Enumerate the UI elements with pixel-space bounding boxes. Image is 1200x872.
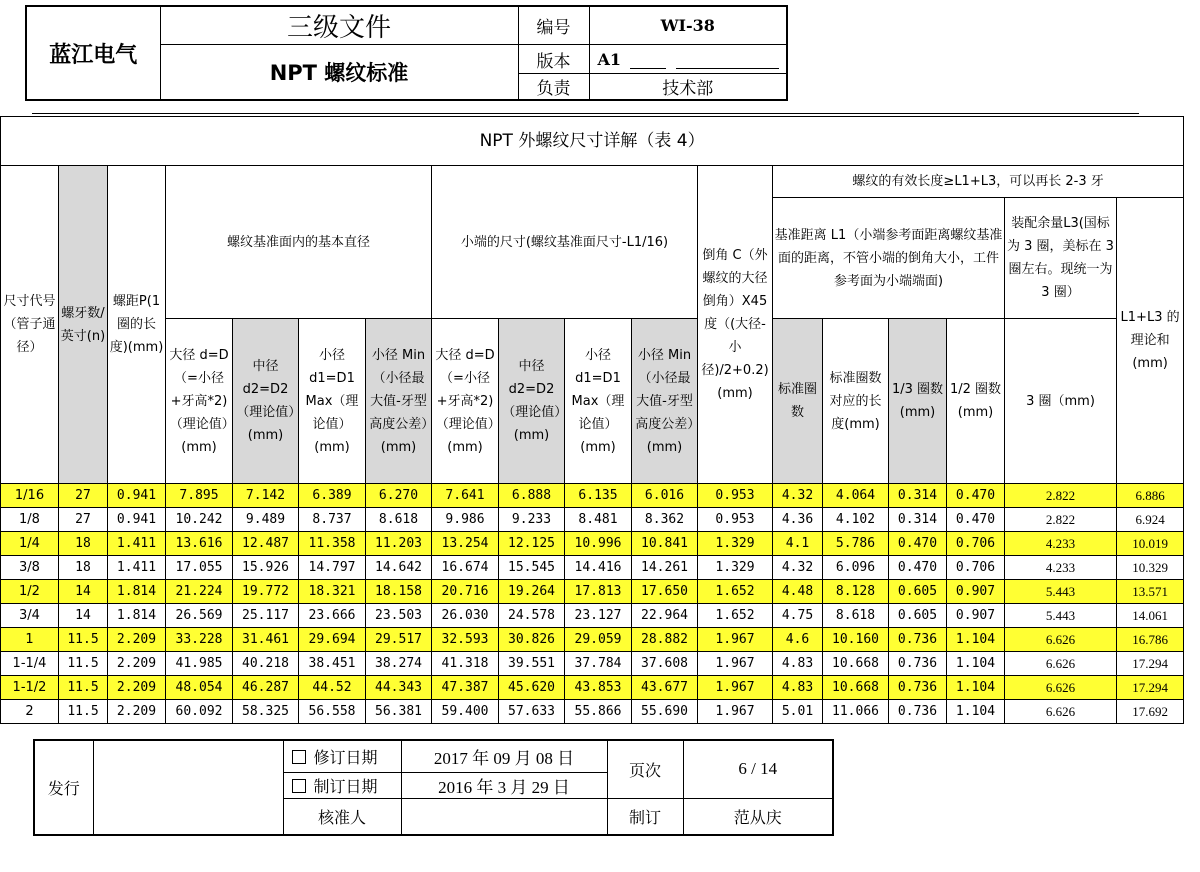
table-row — [1, 676, 1184, 700]
cell-b-minmin: 38.274 — [366, 652, 432, 676]
cell-l3: 5.443 — [1005, 604, 1117, 628]
col-small-minor-max: 小径 d1=D1 Max（理论值）(mm) — [565, 319, 632, 484]
cell-tpi: 11.5 — [59, 652, 108, 676]
cell-b-minmax: 44.52 — [299, 676, 366, 700]
cell-size: 1/8 — [1, 508, 59, 532]
cell-size: 1-1/4 — [1, 652, 59, 676]
cell-third: 0.736 — [889, 628, 947, 652]
cell-s-pitch: 9.233 — [499, 508, 565, 532]
cell-s-minmax: 43.853 — [565, 676, 632, 700]
cell-b-minmax: 11.358 — [299, 532, 366, 556]
document-level: 三级文件 — [160, 6, 518, 45]
cell-turns: 4.83 — [773, 676, 823, 700]
col-chamfer: 倒角 C（外螺纹的大径倒角）X45 度（(大径-小径)/2+0.2)(mm) — [698, 166, 773, 484]
cell-third: 0.736 — [889, 652, 947, 676]
cell-len: 5.786 — [823, 532, 889, 556]
checkbox-icon[interactable] — [292, 779, 306, 793]
cell-s-minmin: 28.882 — [632, 628, 698, 652]
cell-len: 10.160 — [823, 628, 889, 652]
cell-turns: 5.01 — [773, 700, 823, 724]
create-date-value: 2016 年 3 月 29 日 — [401, 772, 607, 798]
cell-turns: 4.32 — [773, 484, 823, 508]
cell-turns: 4.36 — [773, 508, 823, 532]
company-name: 蓝江电气 — [26, 6, 160, 100]
cell-s-major: 59.400 — [432, 700, 499, 724]
cell-chamfer: 1.967 — [698, 700, 773, 724]
author-value: 范从庆 — [683, 798, 833, 835]
cell-size: 1/16 — [1, 484, 59, 508]
col-basic-major: 大径 d=D（=小径+牙高*2)（理论值）(mm) — [166, 319, 233, 484]
cell-half: 1.104 — [947, 700, 1005, 724]
cell-s-minmin: 37.608 — [632, 652, 698, 676]
cell-s-pitch: 19.264 — [499, 580, 565, 604]
cell-s-minmin: 55.690 — [632, 700, 698, 724]
cell-pitch: 1.814 — [108, 604, 166, 628]
cell-s-major: 9.986 — [432, 508, 499, 532]
cell-b-major: 60.092 — [166, 700, 233, 724]
revise-date-label: 修订日期 — [313, 747, 378, 767]
page-label: 页次 — [607, 740, 683, 798]
version-label: 版本 — [518, 45, 589, 74]
cell-b-major: 26.569 — [166, 604, 233, 628]
author-label: 制订 — [607, 798, 683, 835]
cell-third: 0.470 — [889, 532, 947, 556]
table-row — [1, 700, 1184, 724]
table-row — [1, 580, 1184, 604]
col-half-turn: 1/2 圈数(mm) — [947, 319, 1005, 484]
cell-s-minmax: 10.996 — [565, 532, 632, 556]
col-std-length: 标准圈数对应的长度(mm) — [823, 319, 889, 484]
cell-chamfer: 1.967 — [698, 676, 773, 700]
cell-s-minmax: 29.059 — [565, 628, 632, 652]
cell-turns: 4.32 — [773, 556, 823, 580]
group-basic-diameter: 螺纹基准面内的基本直径 — [166, 166, 432, 319]
cell-s-major: 16.674 — [432, 556, 499, 580]
cell-b-pitch: 9.489 — [233, 508, 299, 532]
cell-sum: 6.886 — [1117, 484, 1184, 508]
blank-line — [676, 68, 779, 69]
cell-s-pitch: 45.620 — [499, 676, 565, 700]
cell-b-pitch: 19.772 — [233, 580, 299, 604]
cell-s-major: 7.641 — [432, 484, 499, 508]
col-basic-minor-max: 小径 d1=D1 Max（理论值）(mm) — [299, 319, 366, 484]
cell-len: 4.102 — [823, 508, 889, 532]
cell-s-major: 26.030 — [432, 604, 499, 628]
col-small-major: 大径 d=D（=小径+牙高*2)（理论值）(mm) — [432, 319, 499, 484]
cell-len: 10.668 — [823, 676, 889, 700]
cell-tpi: 18 — [59, 556, 108, 580]
cell-s-minmin: 8.362 — [632, 508, 698, 532]
cell-s-minmax: 23.127 — [565, 604, 632, 628]
cell-sum: 16.786 — [1117, 628, 1184, 652]
cell-tpi: 27 — [59, 508, 108, 532]
cell-sum: 10.019 — [1117, 532, 1184, 556]
cell-s-minmax: 14.416 — [565, 556, 632, 580]
group-l3: 装配余量L3(国标为 3 圈，美标在 3 圈左右。现统一为 3 圈） — [1005, 198, 1117, 319]
approver-value — [401, 798, 607, 835]
cell-pitch: 2.209 — [108, 628, 166, 652]
issue-blank — [93, 740, 283, 835]
cell-third: 0.736 — [889, 676, 947, 700]
version-cell — [589, 45, 787, 74]
cell-s-minmin: 17.650 — [632, 580, 698, 604]
cell-s-major: 47.387 — [432, 676, 499, 700]
cell-sum: 17.692 — [1117, 700, 1184, 724]
cell-b-pitch: 46.287 — [233, 676, 299, 700]
cell-b-pitch: 12.487 — [233, 532, 299, 556]
cell-s-minmin: 22.964 — [632, 604, 698, 628]
cell-len: 8.618 — [823, 604, 889, 628]
cell-s-pitch: 12.125 — [499, 532, 565, 556]
col-basic-pitch-dia: 中径 d2=D2（理论值）(mm) — [233, 319, 299, 484]
cell-b-major: 17.055 — [166, 556, 233, 580]
cell-tpi: 14 — [59, 604, 108, 628]
cell-len: 10.668 — [823, 652, 889, 676]
cell-pitch: 0.941 — [108, 508, 166, 532]
cell-turns: 4.1 — [773, 532, 823, 556]
group-effective-length: 螺纹的有效长度≥L1+L3，可以再长 2-3 牙 — [773, 166, 1184, 198]
cell-b-major: 21.224 — [166, 580, 233, 604]
header-divider — [32, 113, 1139, 114]
cell-half: 0.706 — [947, 532, 1005, 556]
cell-b-minmax: 18.321 — [299, 580, 366, 604]
cell-half: 0.907 — [947, 604, 1005, 628]
table-row — [1, 556, 1184, 580]
cell-third: 0.314 — [889, 508, 947, 532]
number-label: 编号 — [518, 6, 589, 45]
cell-b-minmin: 11.203 — [366, 532, 432, 556]
cell-size: 1/2 — [1, 580, 59, 604]
cell-l3: 2.822 — [1005, 508, 1117, 532]
group-l1: 基准距离 L1（小端参考面距离螺纹基准面的距离，不管小端的倒角大小，工件参考面为小端端面) — [773, 198, 1005, 319]
cell-size: 3/4 — [1, 604, 59, 628]
cell-s-minmax: 8.481 — [565, 508, 632, 532]
revise-date-value: 2017 年 09 月 08 日 — [401, 740, 607, 772]
cell-s-major: 20.716 — [432, 580, 499, 604]
cell-size: 1-1/2 — [1, 676, 59, 700]
cell-b-major: 7.895 — [166, 484, 233, 508]
version-value: A1 — [597, 49, 622, 69]
group-small-end: 小端的尺寸(螺纹基准面尺寸-L1/16) — [432, 166, 698, 319]
cell-b-pitch: 15.926 — [233, 556, 299, 580]
cell-b-minmin: 6.270 — [366, 484, 432, 508]
cell-third: 0.605 — [889, 604, 947, 628]
cell-tpi: 27 — [59, 484, 108, 508]
cell-s-minmin: 6.016 — [632, 484, 698, 508]
cell-tpi: 11.5 — [59, 700, 108, 724]
cell-b-pitch: 40.218 — [233, 652, 299, 676]
cell-half: 0.706 — [947, 556, 1005, 580]
cell-chamfer: 1.967 — [698, 652, 773, 676]
npt-thread-table — [0, 116, 1184, 724]
cell-s-minmax: 17.813 — [565, 580, 632, 604]
cell-l3: 6.626 — [1005, 700, 1117, 724]
table-row — [1, 484, 1184, 508]
cell-len: 4.064 — [823, 484, 889, 508]
table-row — [1, 604, 1184, 628]
create-date-option[interactable] — [283, 772, 401, 798]
col-size: 尺寸代号（管子通径） — [1, 166, 59, 484]
col-three-turns: 3 圈（mm) — [1005, 319, 1117, 484]
cell-b-minmax: 6.389 — [299, 484, 366, 508]
cell-l3: 6.626 — [1005, 652, 1117, 676]
cell-third: 0.314 — [889, 484, 947, 508]
cell-b-major: 48.054 — [166, 676, 233, 700]
cell-turns: 4.48 — [773, 580, 823, 604]
cell-size: 1/4 — [1, 532, 59, 556]
cell-pitch: 2.209 — [108, 652, 166, 676]
cell-s-major: 32.593 — [432, 628, 499, 652]
cell-s-minmax: 37.784 — [565, 652, 632, 676]
owner-label: 负责 — [518, 74, 589, 101]
cell-turns: 4.75 — [773, 604, 823, 628]
cell-l3: 5.443 — [1005, 580, 1117, 604]
col-third-turn: 1/3 圈数(mm) — [889, 319, 947, 484]
blank-line — [630, 68, 666, 69]
cell-b-major: 10.242 — [166, 508, 233, 532]
cell-b-major: 41.985 — [166, 652, 233, 676]
checkbox-icon[interactable] — [292, 750, 306, 764]
cell-s-minmax: 55.866 — [565, 700, 632, 724]
cell-half: 0.470 — [947, 484, 1005, 508]
cell-b-minmin: 18.158 — [366, 580, 432, 604]
table-row — [1, 508, 1184, 532]
cell-chamfer: 1.329 — [698, 532, 773, 556]
table-title: NPT 外螺纹尺寸详解（表 4） — [1, 117, 1184, 166]
cell-chamfer: 1.652 — [698, 580, 773, 604]
cell-third: 0.470 — [889, 556, 947, 580]
owner-value: 技术部 — [589, 74, 787, 101]
cell-len: 6.096 — [823, 556, 889, 580]
cell-b-minmax: 56.558 — [299, 700, 366, 724]
cell-s-minmax: 6.135 — [565, 484, 632, 508]
table-row — [1, 532, 1184, 556]
cell-half: 0.907 — [947, 580, 1005, 604]
cell-tpi: 18 — [59, 532, 108, 556]
cell-b-minmin: 44.343 — [366, 676, 432, 700]
revise-date-option[interactable] — [283, 740, 401, 772]
cell-b-minmax: 8.737 — [299, 508, 366, 532]
cell-s-major: 41.318 — [432, 652, 499, 676]
cell-sum: 17.294 — [1117, 676, 1184, 700]
cell-s-pitch: 24.578 — [499, 604, 565, 628]
document-footer — [33, 739, 834, 836]
cell-turns: 4.83 — [773, 652, 823, 676]
document-header — [25, 5, 788, 101]
cell-tpi: 11.5 — [59, 676, 108, 700]
cell-s-minmin: 14.261 — [632, 556, 698, 580]
col-pitch: 螺距P(1 圈的长度)(mm) — [108, 166, 166, 484]
table-row — [1, 652, 1184, 676]
cell-s-minmin: 10.841 — [632, 532, 698, 556]
create-date-label: 制订日期 — [313, 776, 378, 796]
table-row — [1, 628, 1184, 652]
cell-b-pitch: 31.461 — [233, 628, 299, 652]
cell-b-pitch: 58.325 — [233, 700, 299, 724]
col-l1-l3: L1+L3 的理论和(mm) — [1117, 198, 1184, 484]
issue-label: 发行 — [34, 740, 93, 835]
cell-len: 11.066 — [823, 700, 889, 724]
cell-l3: 6.626 — [1005, 628, 1117, 652]
cell-pitch: 2.209 — [108, 700, 166, 724]
cell-half: 1.104 — [947, 652, 1005, 676]
cell-s-pitch: 6.888 — [499, 484, 565, 508]
cell-b-pitch: 25.117 — [233, 604, 299, 628]
cell-s-pitch: 39.551 — [499, 652, 565, 676]
cell-half: 1.104 — [947, 628, 1005, 652]
cell-b-major: 13.616 — [166, 532, 233, 556]
cell-size: 3/8 — [1, 556, 59, 580]
cell-size: 2 — [1, 700, 59, 724]
cell-s-pitch: 15.545 — [499, 556, 565, 580]
cell-b-pitch: 7.142 — [233, 484, 299, 508]
cell-pitch: 0.941 — [108, 484, 166, 508]
cell-l3: 4.233 — [1005, 532, 1117, 556]
cell-s-pitch: 57.633 — [499, 700, 565, 724]
cell-sum: 10.329 — [1117, 556, 1184, 580]
cell-pitch: 2.209 — [108, 676, 166, 700]
cell-size: 1 — [1, 628, 59, 652]
document-title: NPT 螺纹标准 — [160, 45, 518, 101]
cell-chamfer: 1.967 — [698, 628, 773, 652]
cell-b-minmin: 14.642 — [366, 556, 432, 580]
cell-tpi: 11.5 — [59, 628, 108, 652]
cell-b-minmin: 56.381 — [366, 700, 432, 724]
cell-b-major: 33.228 — [166, 628, 233, 652]
col-basic-minor-min: 小径 Min（小径最大值-牙型高度公差）(mm) — [366, 319, 432, 484]
cell-sum: 13.571 — [1117, 580, 1184, 604]
cell-chamfer: 1.329 — [698, 556, 773, 580]
cell-sum: 14.061 — [1117, 604, 1184, 628]
cell-chamfer: 0.953 — [698, 508, 773, 532]
number-value: WI-38 — [589, 6, 787, 45]
col-small-minor-min: 小径 Min（小径最大值-牙型高度公差）(mm) — [632, 319, 698, 484]
cell-b-minmax: 38.451 — [299, 652, 366, 676]
cell-b-minmax: 23.666 — [299, 604, 366, 628]
cell-l3: 4.233 — [1005, 556, 1117, 580]
cell-b-minmax: 29.694 — [299, 628, 366, 652]
cell-s-minmin: 43.677 — [632, 676, 698, 700]
cell-pitch: 1.411 — [108, 532, 166, 556]
cell-chamfer: 1.652 — [698, 604, 773, 628]
col-small-pitch-dia: 中径 d2=D2（理论值）(mm) — [499, 319, 565, 484]
cell-b-minmax: 14.797 — [299, 556, 366, 580]
col-tpi: 螺牙数/英寸(n) — [59, 166, 108, 484]
table-body — [1, 484, 1184, 724]
approver-label: 核准人 — [283, 798, 401, 835]
cell-third: 0.736 — [889, 700, 947, 724]
cell-s-pitch: 30.826 — [499, 628, 565, 652]
cell-pitch: 1.814 — [108, 580, 166, 604]
cell-l3: 2.822 — [1005, 484, 1117, 508]
col-std-turns: 标准圈数 — [773, 319, 823, 484]
cell-half: 1.104 — [947, 676, 1005, 700]
cell-s-major: 13.254 — [432, 532, 499, 556]
cell-turns: 4.6 — [773, 628, 823, 652]
cell-sum: 17.294 — [1117, 652, 1184, 676]
cell-sum: 6.924 — [1117, 508, 1184, 532]
cell-third: 0.605 — [889, 580, 947, 604]
page-value: 6 / 14 — [683, 740, 833, 798]
cell-chamfer: 0.953 — [698, 484, 773, 508]
cell-pitch: 1.411 — [108, 556, 166, 580]
cell-half: 0.470 — [947, 508, 1005, 532]
cell-b-minmin: 29.517 — [366, 628, 432, 652]
cell-b-minmin: 23.503 — [366, 604, 432, 628]
cell-tpi: 14 — [59, 580, 108, 604]
cell-l3: 6.626 — [1005, 676, 1117, 700]
cell-len: 8.128 — [823, 580, 889, 604]
cell-b-minmin: 8.618 — [366, 508, 432, 532]
